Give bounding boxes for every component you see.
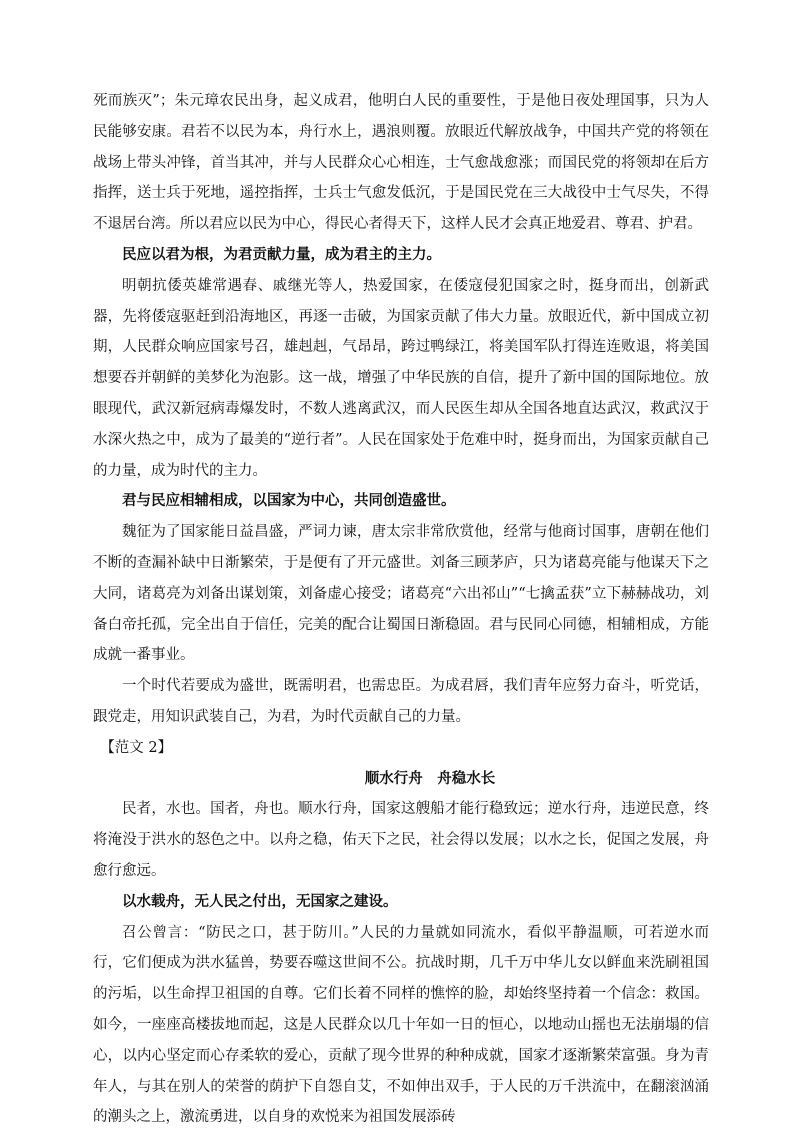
section-heading: 以水载舟，无人民之付出，无国家之建设。 bbox=[122, 892, 398, 910]
essay-title: 顺水行舟 舟稳水长 bbox=[364, 769, 496, 787]
sample-essay-label: 【范文 2】 bbox=[100, 739, 173, 756]
section-heading: 民应以君为根，为君贡献力量，成为君主的主力。 bbox=[122, 245, 441, 263]
body-paragraph: 民者，水也。国者，舟也。顺水行舟，国家这艘船才能行稳致远；逆水行舟，违逆民意，终将淹没于洪水的怒色之中。以舟之稳，佑天下之民，社会得以发展；以水之长，促国之发展，舟愈行愈远。 bbox=[93, 801, 709, 879]
document-page bbox=[93, 86, 709, 1133]
body-paragraph: 魏征为了国家能日益昌盛，严词力谏，唐太宗非常欣赏他，经常与他商讨国事，唐朝在他们不断的查漏补缺中日渐繁荣，于是便有了开元盛世。刘备三顾茅庐，只为诸葛亮能与他谋天下之大同，诸葛亮为刘备出谋划策，刘备虚心接受；诸葛亮“六出祁山”“七擒孟获”立下赫赫战功，刘备白帝托孤，完全出自于信任，完美的配合让蜀国日渐稳固。君与民同心同德，相辅相成，方能成就一番事业。 bbox=[93, 524, 709, 664]
body-paragraph: 一个时代若要成为盛世，既需明君，也需忠臣。为成君唇，我们青年应努力奋斗，听党话，跟党走，用知识武装自己，为君，为时代贡献自己的力量。 bbox=[93, 678, 709, 725]
body-paragraph: 死而族灭”；朱元璋农民出身，起义成君，他明白人民的重要性，于是他日夜处理国事，只为人民能够安康。君若不以民为本，舟行水上，遇浪则覆。放眼近代解放战争，中国共产党的将领在战场上带头冲锋，首当其冲，并与人民群众心心相连，士气愈战愈涨；而国民党的将领却在后方指挥，送士兵于死地，遥控指挥，士兵士气愈发低沉，于是国民党在三大战役中士气尽失，不得不退居台湾。所以君应以民为中心，得民心者得天下，这样人民才会真正地爱君、尊君、护君。 bbox=[93, 93, 709, 233]
body-paragraph: 明朝抗倭英雄常遇春、戚继光等人，热爱国家，在倭寇侵犯国家之时，挺身而出，创新武器，先将倭寇驱赶到沿海地区，再逐一击破，为国家贡献了伟大力量。放眼近代，新中国成立初期，人民群众响应国家号召，雄赳赳，气昂昂，跨过鸭绿江，将美国军队打得连连败退，将美国想要吞并朝鲜的美梦化为泡影。这一战，增强了中华民族的自信，提升了新中国的国际地位。放眼现代，武汉新冠病毒爆发时，不数人逃离武汉，而人民医生却从全国各地直达武汉，救武汉于水深火热之中，成为了最美的“逆行者”。人民在国家处于危难中时，挺身而出，为国家贡献自己的力量，成为时代的主力。 bbox=[93, 277, 709, 479]
section-heading: 君与民应相辅相成，以国家为中心，共同创造盛世。 bbox=[122, 492, 456, 510]
body-paragraph: 召公曾言：“防民之口，甚于防川。”人民的力量就如同流水，看似平静温顺，可若逆水而行，它们便成为洪水猛兽，势要吞噬这世间不公。抗战时期，几千万中华儿女以鲜血来洗刷祖国的污垢，以生命捍卫祖国的自尊。它们长着不同样的憔悴的脸，却始终坚持着一个信念：救国。如今，一座座高楼拔地而起，这是人民群众以几十年如一日的恒心，以地动山摇也无法崩塌的信心，以内心坚定而心存柔软的爱心，贡献了现今世界的种种成就，国家才逐渐繁荣富强。身为青年人，与其在别人的荣誉的荫护下自怨自艾，不如伸出双手，于人民的万千洪流中，在翻滚汹涌的潮头之上，激流勇进，以自身的欢悦来为祖国发展添砖 bbox=[93, 924, 709, 1126]
